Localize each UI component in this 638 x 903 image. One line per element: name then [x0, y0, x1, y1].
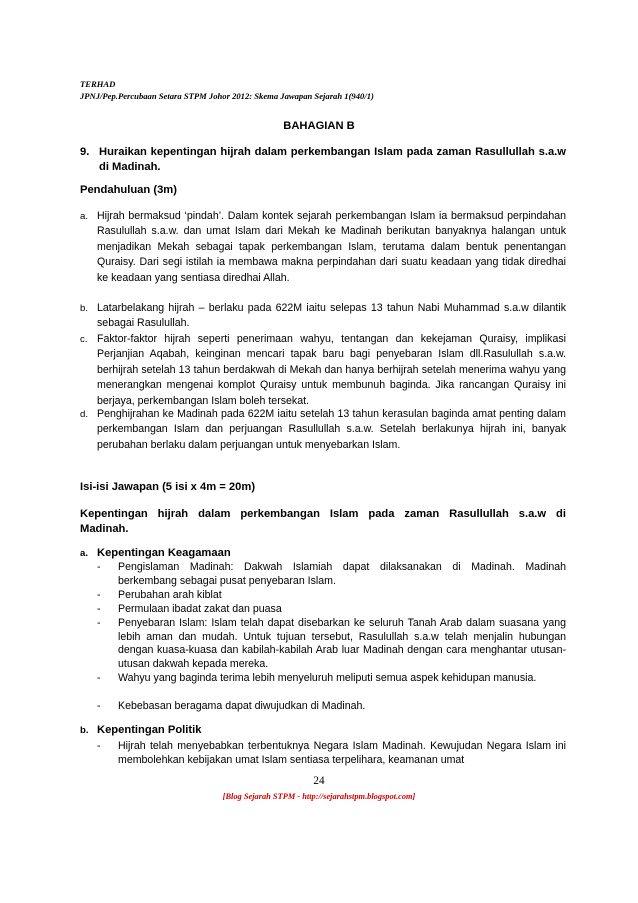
religious-title: Kepentingan Keagamaan	[97, 547, 231, 559]
bullet-text: Wahyu yang baginda terima lebih menyeluruh meliputi semua aspek kehidupan manusia.	[118, 672, 537, 684]
bullet-text: Pengislaman Madinah: Dakwah Islamiah dapat dilaksanakan di Madinah. Madinah berkembang sebagai pusat penyebaran Islam.	[118, 561, 566, 587]
question	[80, 145, 566, 176]
bullet-item	[97, 700, 566, 714]
intro-item	[80, 407, 566, 453]
bullet-text: Perubahan arah kiblat	[118, 589, 222, 601]
bullet-dash: -	[97, 740, 101, 752]
intro-item-text: Faktor-faktor hijrah seperti penerimaan wahyu, tentangan dan kekejaman Quraisy, implikasi Perjanjian Aqabah, keinginan mencari tapak baru bagi penyebaran Islam dll.Rasulullah s.a.w. berhijrah setelah 13 tahun berdakwah di Mekah dan hanya berhijrah setelah menerima wahyu yang menerangkan mengenai komplot Quraisy untuk membunuh baginda. Jika rancangan Quraisy ini berjaya, perkembangan Islam boleh tersekat.	[97, 333, 566, 407]
bullet-item	[97, 617, 566, 672]
bullet-item	[97, 740, 566, 767]
bullet-item	[97, 589, 566, 603]
intro-item	[80, 301, 566, 332]
intro-item-text: Latarbelakang hijrah – berlaku pada 622M iaitu selepas 13 tahun Nabi Muhammad s.a.w dilantik sebagai Rasulullah.	[97, 302, 566, 330]
bullet-item	[97, 561, 566, 588]
isi-subheading: Kepentingan hijrah dalam perkembangan Islam pada zaman Rasullullah s.a.w di	[80, 508, 566, 520]
bullet-text: Kebebasan beragama dapat diwujudkan di Madinah.	[118, 700, 366, 712]
political-marker: b.	[80, 725, 89, 736]
bullet-dash: -	[97, 561, 101, 573]
political-heading	[80, 723, 201, 738]
question-number: 9.	[80, 146, 90, 158]
footer-blog-link[interactable]: [Blog Sejarah STPM - http://sejarahstpm.blogspot.com]	[222, 792, 416, 801]
religious-heading	[80, 546, 231, 561]
header-classification: TERHAD	[80, 79, 116, 89]
isi-heading: Isi-isi Jawapan (5 isi x 4m = 20m)	[80, 481, 256, 493]
bullet-dash: -	[97, 617, 101, 629]
intro-item	[80, 332, 566, 409]
bullet-dash: -	[97, 603, 101, 615]
intro-item-marker: b.	[80, 303, 89, 314]
bullet-text: Permulaan ibadat zakat dan puasa	[118, 603, 282, 615]
bullet-dash: -	[97, 589, 101, 601]
bullet-item	[97, 603, 566, 617]
bullet-text: Penyebaran Islam: Islam telah dapat disebarkan ke seluruh Tanah Arab dalam suasana yang lebih aman dan mudah. Untuk tujuan tersebut, Rasulullah s.a.w telah menjalin hubungan dengan kuasa-kuasa dan kabilah-kabilah Arab luar Madinah dengan cara menghantar utusan-utusan dakwah kepada mereka.	[118, 617, 566, 671]
intro-item-marker: c.	[80, 334, 88, 345]
bullet-item	[97, 672, 566, 686]
isi-subheading-cont: Madinah.	[80, 523, 129, 535]
political-title: Kepentingan Politik	[97, 724, 202, 736]
intro-item-marker: d.	[80, 409, 89, 420]
intro-heading: Pendahuluan (3m)	[80, 184, 177, 196]
intro-item-marker: a.	[80, 211, 89, 222]
header-exam-title: JPNJ/Pep.Percubaan Setara STPM Johor 2012: Skema Jawapan Sejarah 1(940/1)	[80, 91, 374, 101]
page-number: 24	[313, 775, 325, 787]
religious-marker: a.	[80, 548, 89, 559]
intro-item-text: Penghijrahan ke Madinah pada 622M iaitu setelah 13 tahun kerasulan baginda amat penting dalam perkembangan Islam dan perjuangan Rasullullah s.a.w. Setelah berlakunya hijrah ini, banyak perubahan berlaku dalam perjuangan untuk menyebarkan Islam.	[97, 408, 566, 451]
intro-item-text: Hijrah bermaksud ‘pindah’. Dalam kontek sejarah perkembangan Islam ia bermaksud perpindahan Rasulullah s.a.w. dan umat Islam dari Mekah ke Madinah berikutan banyaknya halangan untuk menjadikan Mekah sebagai tapak perkembangan Islam, terutama dalam bentuk penentangan Quraisy. Dari segi istilah ia membawa makna perpindahan dari suatu keadaan yang tidak diredhai ke keadaan yang sentiasa diredhai Allah.	[97, 210, 566, 284]
question-text: Huraikan kepentingan hijrah dalam perkembangan Islam pada zaman Rasullullah s.a.w di Madinah.	[99, 146, 566, 174]
bullet-text: Hijrah telah menyebabkan terbentuknya Negara Islam Madinah. Kewujudan Negara Islam ini membolehkan kebijakan umat Islam sentiasa terpelihara, keamanan umat	[118, 740, 566, 766]
bullet-dash: -	[97, 672, 101, 684]
bullet-dash: -	[97, 700, 101, 712]
intro-item	[80, 209, 566, 286]
section-title: BAHAGIAN B	[283, 120, 355, 132]
